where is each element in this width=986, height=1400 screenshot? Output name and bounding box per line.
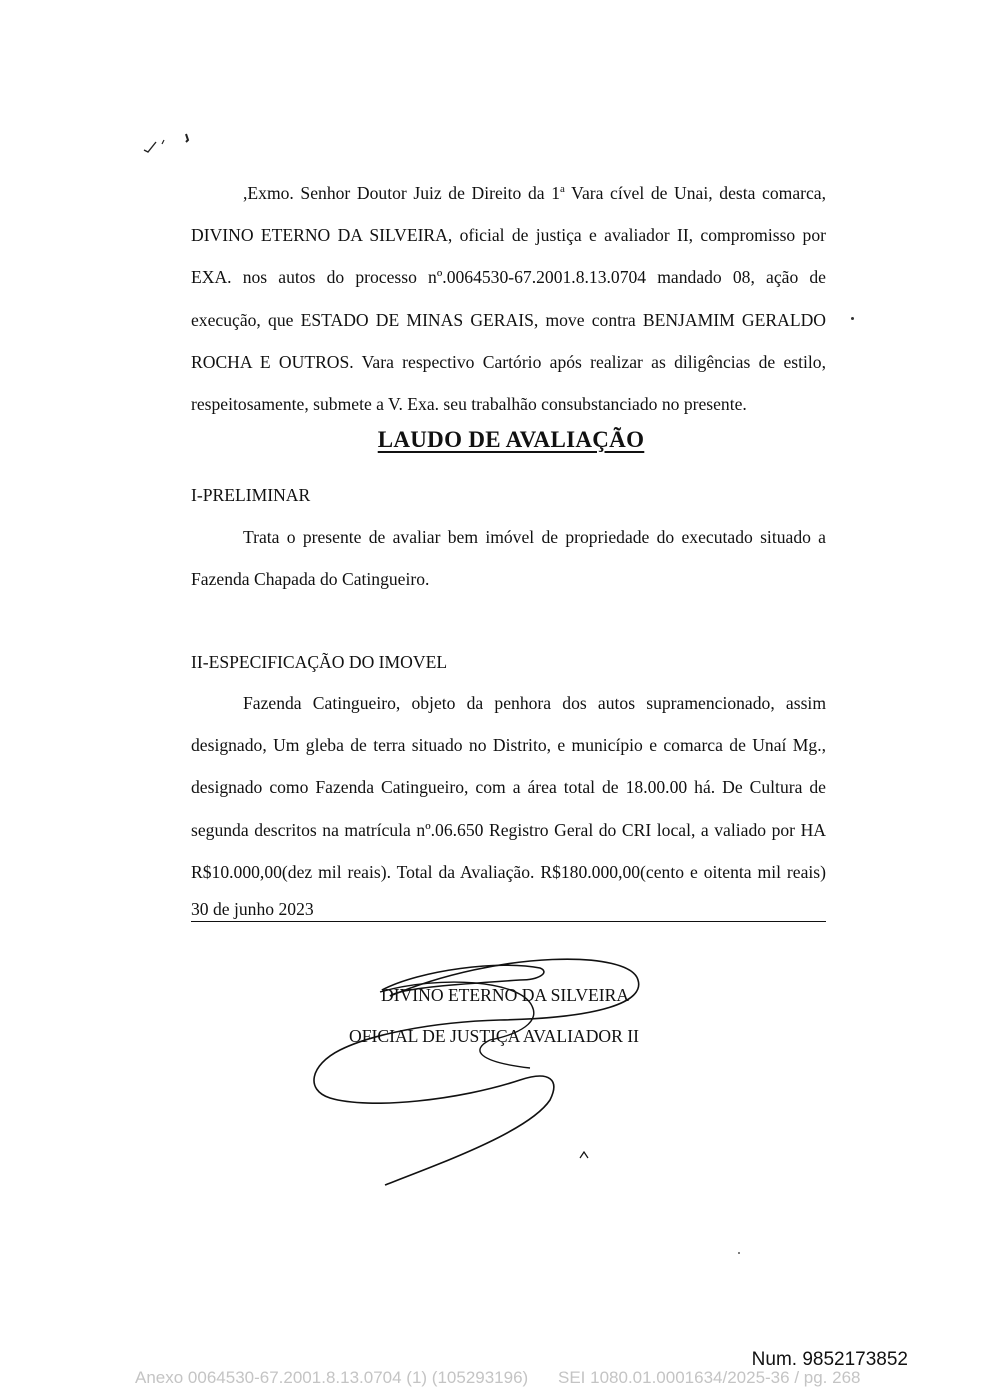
scan-artifact-dot [851, 317, 854, 320]
section-heading-preliminar: I-PRELIMINAR [191, 485, 311, 505]
intro-paragraph [191, 172, 826, 425]
document-number-stamp: Num. 9852173852 [751, 1349, 908, 1370]
handwritten-signature [300, 940, 660, 1200]
intro-superscript: a [560, 183, 565, 196]
section-heading-especificacao: II-ESPECIFICAÇÃO DO IMOVEL [191, 652, 448, 672]
signatory-name: DIVINO ETERNO DA SILVEIRA [381, 985, 630, 1005]
scan-artifact-mark [140, 132, 200, 161]
section-especificacao-paragraph [191, 682, 826, 893]
intro-line: execução, que ESTADO DE MINAS GERAIS, move contra BENJAMIM GERALDO [191, 309, 826, 330]
intro-text-part: ,Exmo. Senhor Doutor Juiz de Direito da 1 [243, 183, 560, 203]
paragraph-line: designado, Um gleba de terra situado no Distrito, e município e comarca de Unaí Mg., [191, 735, 826, 756]
paragraph-line: Trata o presente de avaliar bem imóvel de propriedade do executado situado a [243, 527, 826, 547]
paragraph-line: Fazenda Chapada do Catingueiro. [191, 569, 430, 590]
footer-annex-reference: Anexo 0064530-67.2001.8.13.0704 (1) (105293196) [135, 1368, 529, 1387]
scan-artifact-dot [738, 1252, 740, 1254]
document-date: 30 de junho 2023 [191, 899, 314, 919]
paragraph-line: segunda descritos na matrícula nº.06.650 Registro Geral do CRI local, a valiado por HA [191, 819, 826, 840]
footer-sei-reference: SEI 1080.01.0001634/2025-36 / pg. 268 [558, 1368, 861, 1387]
intro-line: DIVINO ETERNO DA SILVEIRA, oficial de justiça e avaliador II, compromisso por [191, 225, 826, 246]
intro-line: ROCHA E OUTROS. Vara respectivo Cartório após realizar as diligências de estilo, [191, 351, 826, 372]
paragraph-line: R$10.000,00(dez mil reais). Total da Avaliação. R$180.000,00(cento e oitenta mil reais) [191, 861, 826, 882]
scan-artifact-icon [140, 132, 200, 156]
intro-line: respeitosamente, submete a V. Exa. seu trabalhão consubstanciado no presente. [191, 394, 747, 415]
signature-divider [191, 921, 826, 922]
signatory-role: OFICIAL DE JUSTIÇA AVALIADOR II [349, 1026, 639, 1046]
intro-line [191, 172, 826, 214]
paragraph-line: Fazenda Catingueiro, objeto da penhora dos autos supramencionado, assim [243, 693, 826, 713]
section-preliminar-paragraph [191, 516, 826, 600]
intro-text-part: Vara cível de Unai, desta comarca, [564, 183, 827, 203]
intro-line: EXA. nos autos do processo nº.0064530-67.2001.8.13.0704 mandado 08, ação de [191, 267, 826, 288]
document-title: LAUDO DE AVALIAÇÃO [377, 427, 645, 452]
paragraph-line: designado como Fazenda Catingueiro, com a área total de 18.00.00 há. De Cultura de [191, 777, 826, 798]
